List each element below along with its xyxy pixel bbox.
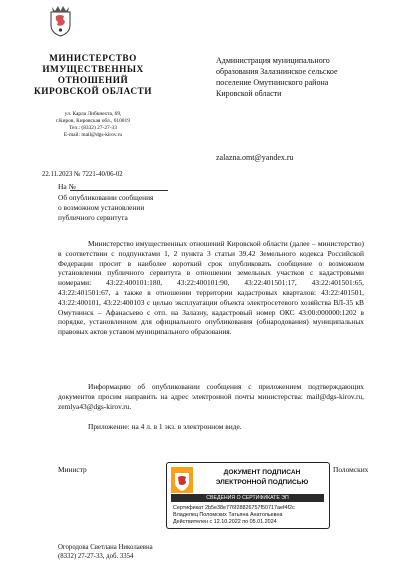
addressee-line: Администрация муниципального (216, 56, 330, 65)
addressee-email[interactable]: zalazna.omt@yandex.ru (216, 153, 294, 162)
outgoing-number: 22.11.2023 № 7221-40/06-02 (42, 171, 123, 178)
electronic-signature-stamp (166, 462, 330, 529)
attachment-note: Приложение: на 4 л. в 1 экз. в электронном виде. (88, 422, 242, 431)
executor-phone: (8332) 27-27-33, доб. 3354 (58, 553, 134, 560)
reference-number-label: На № (58, 182, 76, 191)
addressee-line: Кировской области (216, 89, 282, 98)
subject-line: о возможном установлении (58, 203, 145, 212)
subject-line: Об опубликовании сообщения (58, 193, 154, 202)
addressee-line: поселение Омутнинского района (216, 78, 329, 87)
stamp-certificate-serial: Сертификат 2b5e38e776f28826757f50717aef4f2c (173, 505, 295, 511)
sender-name-line: КИРОВСКОЙ ОБЛАСТИ (33, 87, 152, 97)
body-paragraph: Информацию об опубликовании сообщения с приложением подтверждающих документов просим направить на адрес электронной почты министерства: mail@dgs-kirov.ru, zemlya43@dgs-kirov.ru. (58, 382, 364, 411)
sender-name-line: МИНИСТЕРСТВО (49, 54, 137, 64)
sender-phone: Тел.: (8332) 27-27-33 (69, 125, 117, 131)
stamp-title-line: ДОКУМЕНТ ПОДПИСАН (223, 469, 301, 476)
subject-line: публичного сервитута (58, 213, 128, 222)
sender-address-line: г.Киров, Кировская обл., 610019 (56, 118, 130, 124)
executor-name: Огородова Светлана Николаевна (58, 544, 153, 551)
signatory-name: Поломских (333, 465, 369, 474)
sender-name-line: ИМУЩЕСТВЕННЫХ (42, 65, 144, 75)
coat-of-arms-icon (171, 467, 193, 493)
stamp-title-line: ЭЛЕКТРОННОЙ ПОДПИСЬЮ (215, 479, 309, 486)
signatory-position: Министр (58, 465, 87, 474)
stamp-certificate-header: СВЕДЕНИЯ О СЕРТИФИКАТЕ ЭП (171, 494, 324, 502)
sender-name-line: ОТНОШЕНИЙ (57, 76, 129, 86)
coat-of-arms-icon (49, 5, 72, 37)
addressee-line: образования Залазнинское сельское (216, 67, 338, 76)
sender-email[interactable]: E-mail: mail@dgs-kirov.ru (63, 132, 123, 138)
stamp-certificate-validity: Действителен с 12.10.2022 по 05.01.2024 (173, 519, 277, 525)
stamp-certificate-owner: Владелец Поломских Татьяна Анатольевна (173, 512, 283, 518)
body-paragraph: Министерство имущественных отношений Кировской области (далее – министерство) в соответствии с подпунктами 1, 2 пункта 3 статьи 39.42 Земельного кодекса Российской Федерации просит в наиболее короткий срок опубликовать сообщение о возможном установлении публичного сервитута в отношении земельных участков с кадастровыми номерами: 43:22:400101:180, 43:22:400101:90, 43:22:401501:17, 43:22:401501:65, 43:22:401501:67, а также в отношении территории кадастровых кварталов: 43:22:401501, 43:22:400101, 43:22:400103 с целью эксплуатации объекта электросетевого хозяйства ВЛ-35 кВ Омутнинск – Афанасьево с отп. на Залазну, кадастровый номер ОКС 43:00:000000:1202 в порядке, установленном для официального опубликования (обнародования) муниципальных правовых актов уставом муниципального образования. (58, 239, 364, 337)
sender-address-line: ул. Карла Либкнехта, 69, (64, 111, 122, 117)
reference-number-line (70, 190, 168, 191)
